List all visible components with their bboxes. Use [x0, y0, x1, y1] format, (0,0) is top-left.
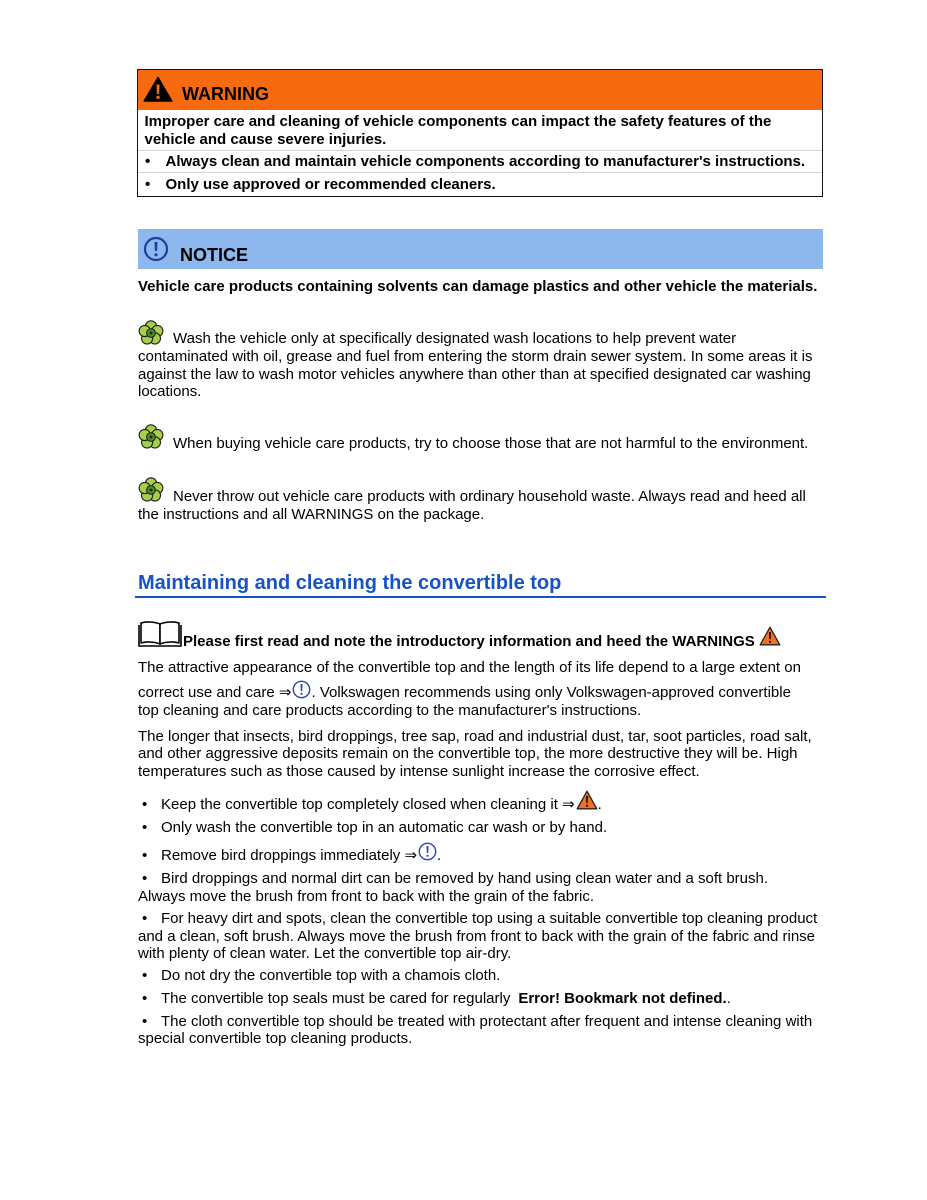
notice-icon: [143, 236, 169, 262]
bullet-line: Do not dry the convertible top with a chamois cloth.: [161, 967, 501, 984]
bullet-line: The cloth convertible top should be treated with protectant after frequent and intense cleaning with: [161, 1013, 813, 1030]
notice-header: [138, 229, 823, 269]
environment-note-line: contaminated with oil, grease and fuel from entering the storm drain sewer system. In some areas it is: [138, 348, 813, 365]
paragraph-line: and other aggressive deposits remain on the convertible top, the more destructive they will be. High: [138, 745, 798, 762]
paragraph-text: correct use and care ⇒: [138, 684, 292, 701]
warning-row-divider: [138, 150, 822, 151]
notice-title: NOTICE: [180, 245, 249, 265]
warning-bullet-item: Only use approved or recommended cleaners.: [165, 175, 496, 193]
warning-text-line: vehicle and cause severe injuries.: [144, 130, 387, 148]
book-icon: [138, 620, 182, 647]
warning-box: [137, 69, 823, 197]
bullet-symbol: •: [142, 990, 148, 1007]
environment-note-line: Never throw out vehicle care products with ordinary household waste. Always read and heed all: [173, 488, 806, 505]
paragraph-text: . Volkswagen recommends using only Volkswagen-approved convertible: [311, 684, 791, 701]
paragraph-line: [138, 684, 791, 702]
heading-underline: [135, 596, 826, 598]
warning-header: [138, 70, 822, 110]
bullet-symbol: •: [142, 819, 148, 836]
intro-text: Please first read and note the introductory information and heed the WARNINGS: [183, 633, 755, 650]
environment-note-line: Wash the vehicle only at specifically designated wash locations to help prevent water: [173, 330, 737, 347]
bullet-text: .: [597, 796, 602, 813]
bullet-line: Bird droppings and normal dirt can be removed by hand using clean water and a soft brush.: [161, 870, 769, 887]
bullet-symbol: •: [142, 847, 148, 864]
environment-note-line: When buying vehicle care products, try to choose those that are not harmful to the environment.: [173, 435, 809, 452]
warning-triangle-icon: [759, 626, 781, 646]
environment-flower-icon: [138, 477, 164, 503]
notice-icon: [292, 680, 311, 699]
bullet-line: [161, 847, 441, 865]
bullet-symbol: •: [142, 796, 148, 813]
bullet-line: and a clean, soft brush. Always move the brush from front to back with the grain of the fabric and rinse: [138, 928, 816, 945]
bullet-line: Only wash the convertible top in an automatic car wash or by hand.: [161, 819, 608, 836]
notice-icon: [418, 842, 437, 861]
bullet-line: For heavy dirt and spots, clean the convertible top using a suitable convertible top cleaning product: [161, 910, 818, 927]
bullet-text: .: [726, 990, 731, 1007]
warning-bullet-symbol: •: [145, 175, 151, 193]
bullet-text: Remove bird droppings immediately ⇒: [161, 847, 418, 864]
environment-flower-icon: [138, 424, 164, 450]
bullet-line: [161, 796, 602, 814]
bullet-symbol: •: [142, 967, 148, 984]
bullet-symbol: •: [142, 910, 148, 927]
notice-text: Vehicle care products containing solvents can damage plastics and other vehicle the materials.: [138, 278, 818, 295]
warning-title: WARNING: [182, 84, 269, 104]
bullet-line: special convertible top cleaning products.: [138, 1030, 413, 1047]
paragraph-line: The longer that insects, bird droppings, tree sap, road and industrial dust, tar, soot particles, road salt,: [138, 728, 812, 745]
warning-text-line: Improper care and cleaning of vehicle components can impact the safety features of the: [144, 112, 772, 130]
environment-flower-icon: [138, 320, 164, 346]
environment-note-line: locations.: [138, 383, 202, 400]
intro-line: [183, 633, 781, 651]
warning-triangle-icon: [143, 76, 173, 102]
warning-row-divider: [138, 172, 822, 173]
paragraph-line: The attractive appearance of the convertible top and the length of its life depend to a large extent on: [138, 659, 801, 676]
bookmark-error-text: Error! Bookmark not defined.: [518, 990, 727, 1007]
paragraph-line: temperatures such as those caused by intense sunlight increase the corrosive effect.: [138, 763, 700, 780]
bullet-line: with plenty of clean water. Let the convertible top air-dry.: [138, 945, 512, 962]
bullet-text: The convertible top seals must be cared for regularly: [161, 990, 511, 1007]
paragraph-line: top cleaning and care products according to the manufacturer's instructions.: [138, 702, 642, 719]
bullet-symbol: •: [142, 870, 148, 887]
environment-note-line: against the law to wash motor vehicles anywhere than other than at specified designated car washing: [138, 365, 811, 383]
bullet-line: [161, 990, 731, 1008]
bullet-line: Always move the brush from front to back with the grain of the fabric.: [138, 888, 595, 905]
warning-bullet-item: Always clean and maintain vehicle components according to manufacturer's instructions.: [165, 152, 806, 170]
warning-bullet-symbol: •: [145, 152, 151, 170]
environment-note-line: the instructions and all WARNINGS on the package.: [138, 506, 485, 523]
section-heading: Maintaining and cleaning the convertible top: [138, 572, 562, 594]
bullet-text: .: [437, 847, 442, 864]
bullet-text: Keep the convertible top completely closed when cleaning it ⇒: [161, 796, 575, 813]
bullet-symbol: •: [142, 1013, 148, 1030]
warning-triangle-icon: [576, 790, 598, 810]
